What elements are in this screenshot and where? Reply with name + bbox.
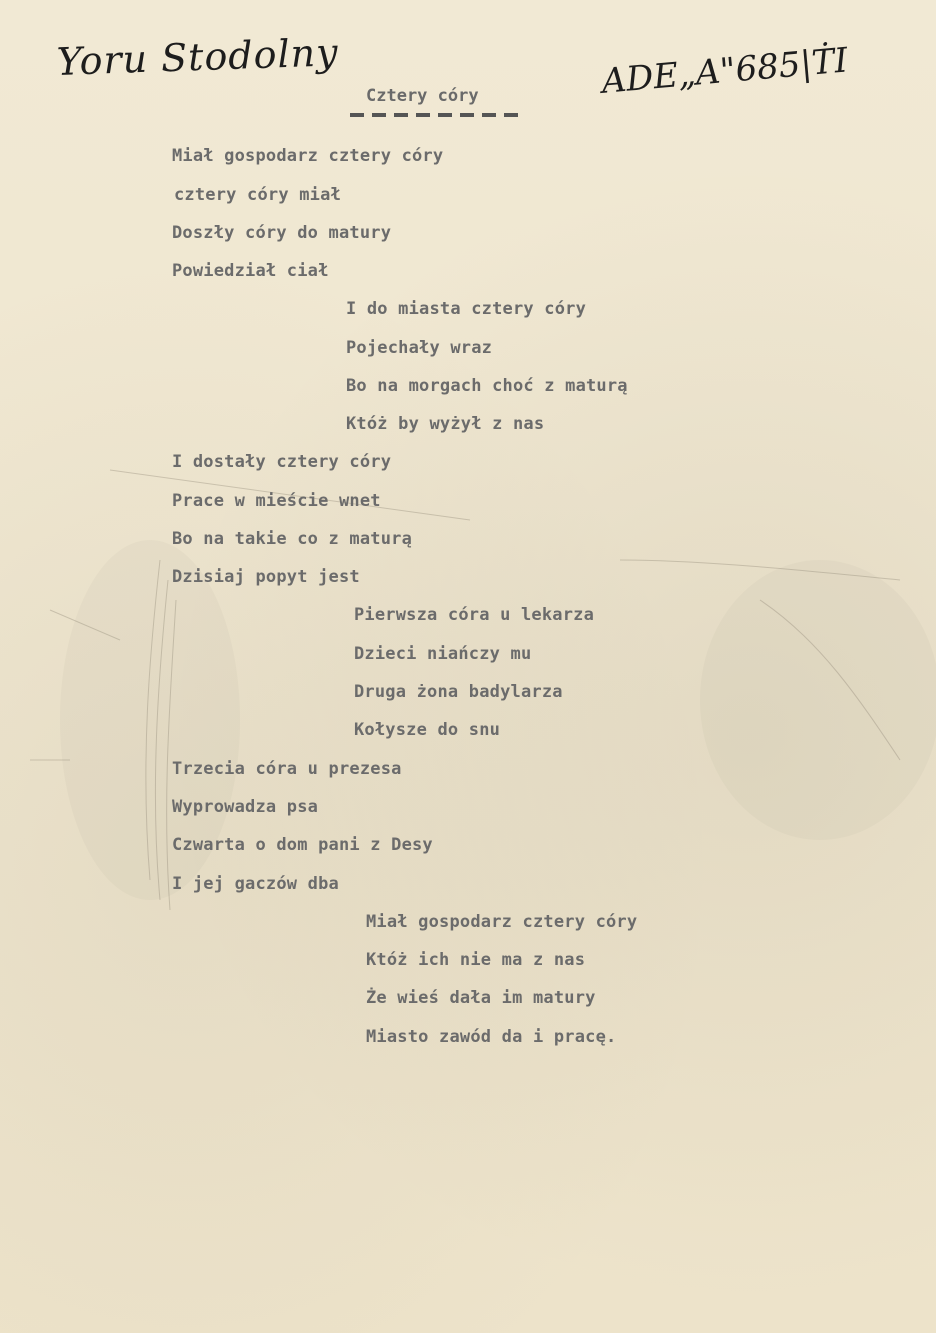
verse-line: cztery córy miał xyxy=(174,185,341,205)
verse-line: I jej gaczów dba xyxy=(172,874,339,894)
verse-line: Pierwsza córa u lekarza xyxy=(354,605,595,625)
verse-line: Bo na takie co z maturą xyxy=(172,529,413,549)
verse-line: Prace w mieście wnet xyxy=(172,491,381,511)
handwritten-archive-code: ADE„A"685|ṪI xyxy=(600,40,850,102)
verse-line: I dostały cztery córy xyxy=(172,452,392,472)
verse-line: Kołysze do snu xyxy=(354,720,501,740)
verse-line: Wyprowadza psa xyxy=(172,797,319,817)
verse-line: Dzieci niańczy mu xyxy=(354,644,532,664)
verse-line: I do miasta cztery córy xyxy=(346,299,587,319)
verse-line: Miasto zawód da i pracę. xyxy=(366,1027,617,1047)
handwritten-note-left: Yoru Stodolny xyxy=(56,30,340,84)
title-underline xyxy=(350,113,522,117)
document-title: Cztery córy xyxy=(366,86,479,106)
verse-line: Któż ich nie ma z nas xyxy=(366,950,586,970)
verse-line: Któż by wyżył z nas xyxy=(346,414,545,434)
verse-line: Powiedział ciał xyxy=(172,261,329,281)
verse-line: Miał gospodarz cztery córy xyxy=(366,912,638,932)
verse-line: Że wieś dała im matury xyxy=(366,988,596,1008)
verse-line: Miał gospodarz cztery córy xyxy=(172,146,444,166)
verse-line: Bo na morgach choć z maturą xyxy=(346,376,628,396)
verse-line: Dzisiaj popyt jest xyxy=(172,567,360,587)
verse-line: Trzecia córa u prezesa xyxy=(172,759,402,779)
verse-line: Druga żona badylarza xyxy=(354,682,563,702)
verse-line: Czwarta o dom pani z Desy xyxy=(172,835,433,855)
verse-line: Pojechały wraz xyxy=(346,338,493,358)
verse-line: Doszły córy do matury xyxy=(172,223,392,243)
